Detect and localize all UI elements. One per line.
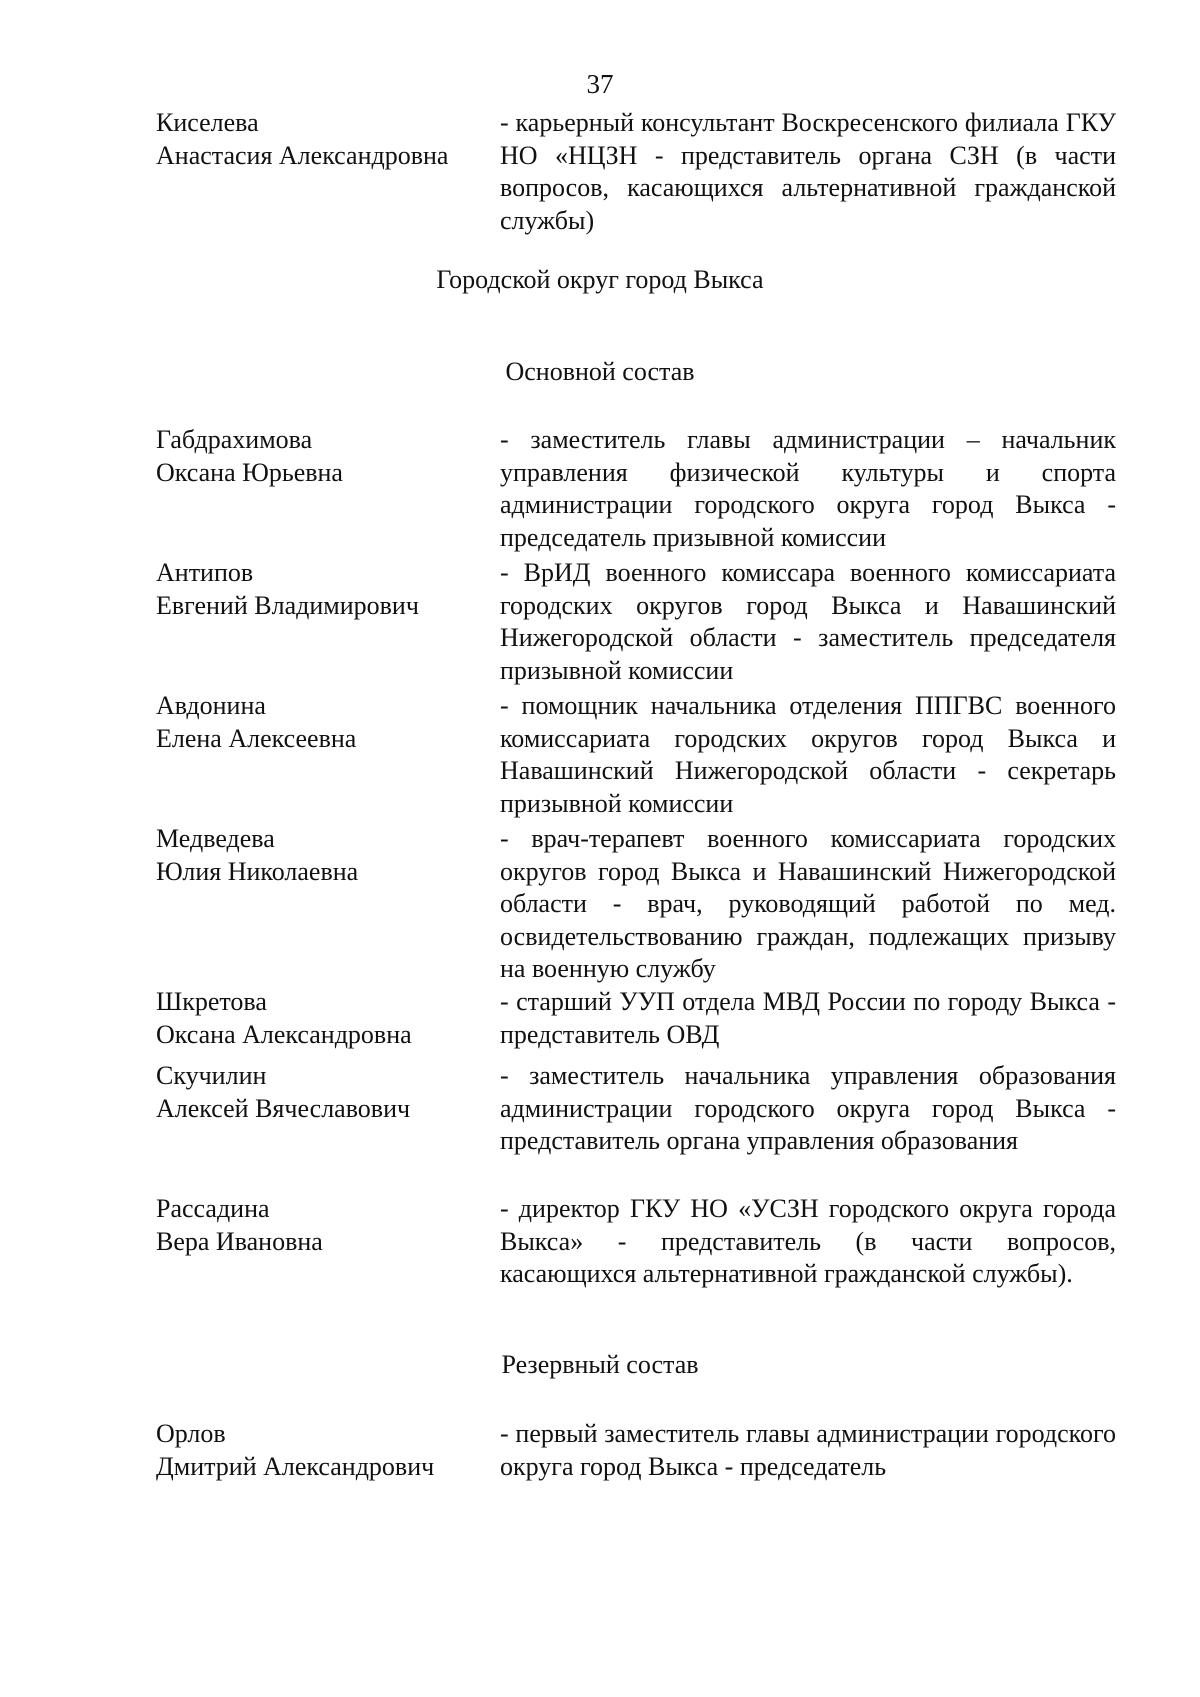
member-surname: Габдрахимова [156,425,313,454]
member-surname: Скучилин [156,1061,267,1090]
member-name [156,1060,486,1125]
member-surname: Орлов [156,1419,226,1448]
member-description: - заместитель начальника управления образования администрации городского округа город Выкса - представитель органа управления образования [500,1061,1116,1156]
member-given-name: Оксана Юрьевна [156,457,343,487]
member-description: - помощник начальника отделения ППГВС военного комиссариата городских округов город Выкса и Навашинский Нижегородской области - секретарь призывной комиссии [500,691,1116,818]
page-number: 37 [586,69,614,99]
main-composition-heading: Основной состав [505,357,695,386]
member-surname: Шкретова [156,987,267,1016]
member-description: - заместитель главы администрации – начальник управления физической культуры и спорта администрации городского округа город Выкса - председатель призывной комиссии [500,425,1116,552]
member-given-name: Анастасия Александровна [156,140,449,170]
member-name [156,557,486,622]
member-given-name: Вера Ивановна [156,1226,323,1256]
member-description: - старший УУП отдела МВД России по городу Выкса - представитель ОВД [500,987,1116,1049]
member-description: - директор ГКУ НО «УСЗН городского округа города Выкса» - представитель (в части вопросов, касающихся альтернативной гражданской службы). [500,1194,1116,1289]
reserve-composition-heading: Резервный состав [501,1350,699,1379]
member-surname: Антипов [156,558,254,587]
member-description: - первый заместитель главы администрации городского округа город Выкса - председатель [500,1419,1116,1481]
member-given-name: Евгений Владимирович [156,590,419,620]
member-name [156,424,486,489]
member-surname: Киселева [156,108,259,137]
member-given-name: Елена Алексеевна [156,723,357,753]
district-heading: Городской округ город Выкса [436,265,764,294]
member-name [156,986,486,1051]
member-surname: Медведева [156,824,275,853]
member-surname: Авдонина [156,691,266,720]
member-name [156,1418,486,1483]
member-name [156,107,486,172]
member-description: - карьерный консультант Воскресенского филиала ГКУ НО «НЦЗН - представитель органа СЗН (в части вопросов, касающихся альтернативной гражданской службы) [500,108,1116,235]
member-given-name: Алексей Вячеславович [156,1093,411,1123]
member-name [156,1193,486,1258]
member-surname: Рассадина [156,1194,270,1223]
member-name [156,690,486,755]
member-name [156,823,486,888]
member-given-name: Дмитрий Александрович [156,1451,435,1481]
member-given-name: Юлия Николаевна [156,856,359,886]
member-given-name: Оксана Александровна [156,1019,412,1049]
member-description: - врач-терапевт военного комиссариата городских округов город Выкса и Навашинский Нижегородской области - врач, руководящий работой по мед. освидетельствованию граждан, подлежащих призыву на военную службу [500,824,1116,984]
member-description: - ВрИД военного комиссара военного комиссариата городских округов город Выкса и Навашинский Нижегородской области - заместитель председателя призывной комиссии [500,558,1116,685]
